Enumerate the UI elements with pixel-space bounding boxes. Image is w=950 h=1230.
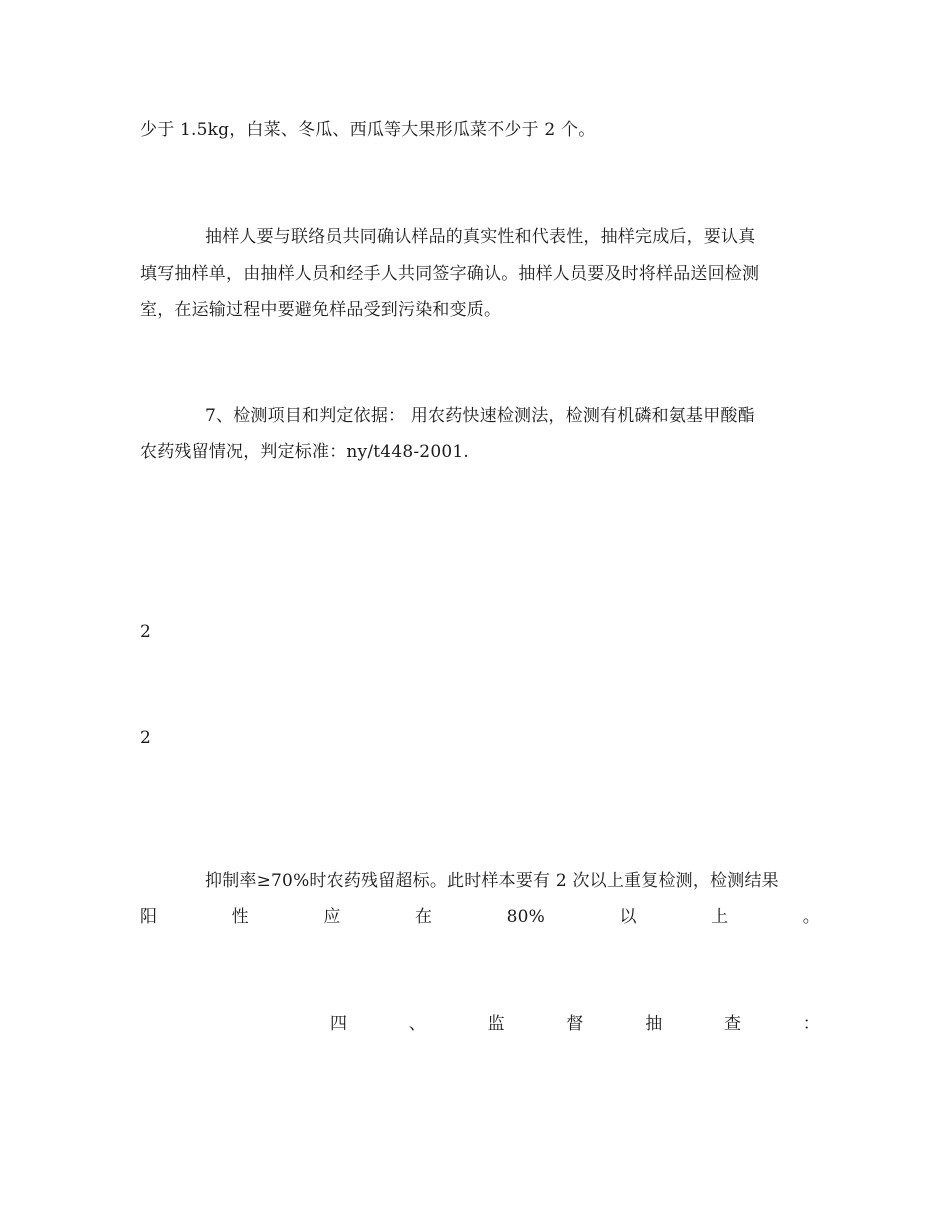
paragraph-2-line-3: 室，在运输过程中要避免样品受到污染和变质。 — [140, 300, 502, 320]
p4-char-1: 阳 — [140, 907, 158, 927]
heading-char-7: ： — [802, 1014, 820, 1034]
p4-char-6: 以 — [619, 907, 637, 927]
paragraph-3-line-2: 农药残留情况，判定标准：ny/t448-2001. — [140, 442, 469, 462]
p4-char-2: 性 — [231, 907, 249, 927]
paragraph-4-line-1: 抑制率≥70%时农药残留超标。此时样本要有 2 次以上重复检测，检测结果 — [205, 871, 779, 891]
paragraph-1-line-1: 少于 1.5kg，白菜、冬瓜、西瓜等大果形瓜菜不少于 2 个。 — [140, 120, 596, 140]
heading-char-3: 监 — [487, 1014, 505, 1034]
p4-char-5: 80% — [506, 907, 546, 927]
section-heading — [330, 1014, 820, 1034]
paragraph-3-line-1: 7、检测项目和判定依据： 用农药快速检测法，检测有机磷和氨基甲酸酯 — [205, 406, 755, 426]
heading-char-1: 四 — [330, 1014, 348, 1034]
paragraph-2-line-2: 填写抽样单，由抽样人员和经手人共同签字确认。抽样人员要及时将样品送回检测 — [140, 264, 760, 284]
paragraph-4-line-2 — [140, 907, 820, 927]
stray-digit-2: 2 — [140, 728, 151, 748]
heading-char-5: 抽 — [645, 1014, 663, 1034]
p4-char-4: 在 — [414, 907, 433, 927]
heading-char-2: 、 — [408, 1014, 426, 1034]
p4-char-7: 上 — [711, 907, 729, 927]
stray-digit-1: 2 — [140, 622, 151, 642]
paragraph-2-line-1: 抽样人要与联络员共同确认样品的真实性和代表性，抽样完成后，要认真 — [205, 227, 756, 247]
heading-char-6: 查 — [723, 1014, 742, 1034]
heading-char-4: 督 — [566, 1014, 584, 1034]
p4-char-3: 应 — [323, 907, 341, 927]
p4-char-8: 。 — [802, 907, 820, 927]
